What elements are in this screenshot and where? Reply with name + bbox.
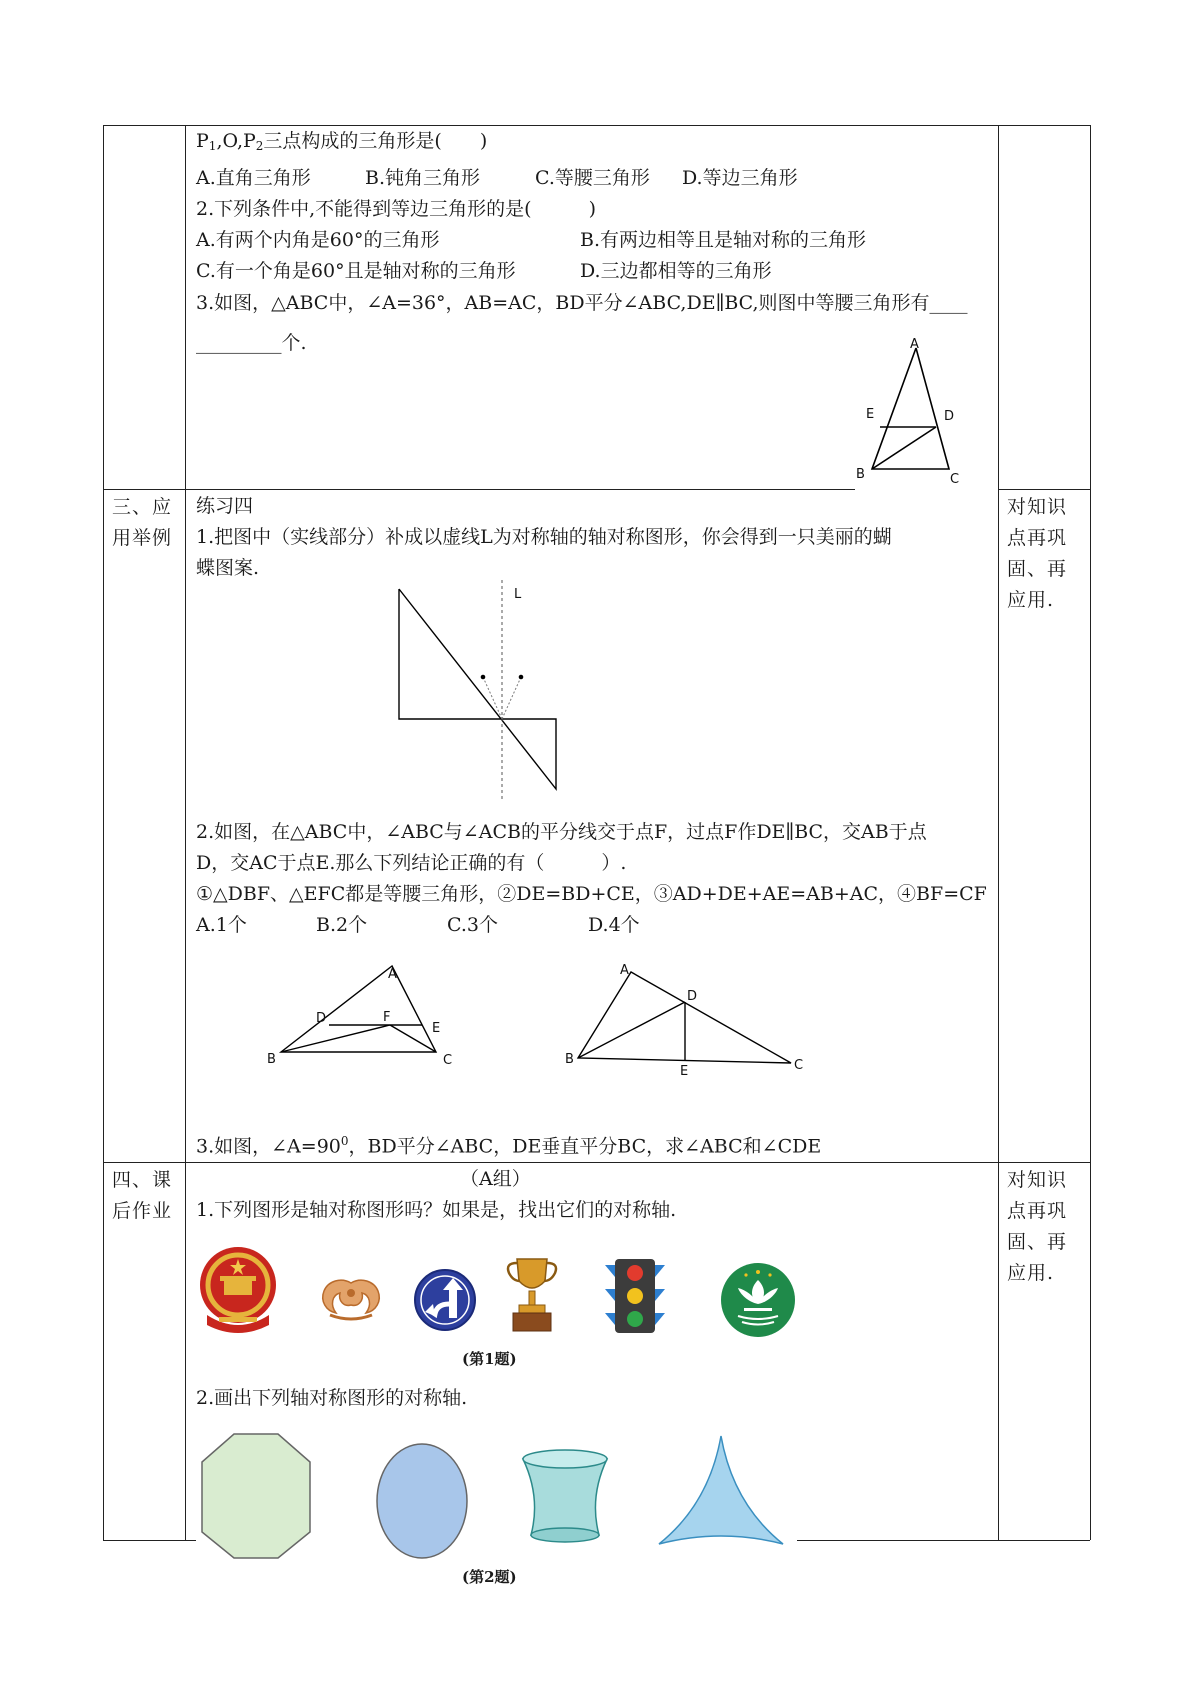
q1-option-a: A.直角三角形 xyxy=(196,167,311,189)
fig2-label-f: F xyxy=(383,1010,391,1025)
fig2-label-c: C xyxy=(443,1053,453,1068)
fig1-label-a: A xyxy=(910,337,919,352)
q2-option-b: B.有两边相等且是轴对称的三角形 xyxy=(580,229,867,251)
macau-emblem-icon xyxy=(720,1262,796,1338)
triangle-figure-1 xyxy=(850,335,970,495)
fig1-bd xyxy=(872,427,936,469)
butterfly-solid-outline xyxy=(399,589,556,789)
question-p-line: $P_1,O,P_2$三点构成的三角形是( ) xyxy=(196,130,488,153)
row1-divider-right xyxy=(998,489,1090,490)
traffic-light-icon xyxy=(603,1257,667,1335)
row1-divider-left xyxy=(103,489,855,490)
q4-option-a: A.1个 xyxy=(196,914,247,936)
section-label-apply: 三、应用举例 xyxy=(112,496,173,549)
group-label: （A组） xyxy=(460,1168,531,1190)
fig3-label-c: C xyxy=(794,1058,804,1073)
butterfly-question-line1: 1.把图中（实线部分）补成以虚线L为对称轴的轴对称图形，你会得到一只美丽的蝴 xyxy=(196,526,892,548)
fig3-label-a: A xyxy=(620,963,629,978)
ornament-pattern-icon xyxy=(316,1275,386,1323)
triangle-figure-2 xyxy=(260,955,460,1068)
q4-option-d: D.4个 xyxy=(588,914,640,936)
bisector-question-line3: ①△DBF、△EFC都是等腰三角形，②DE=BD+CE，③AD+DE+AE=AB+AC，④BF=CF xyxy=(196,883,987,905)
butterfly-question-line2: 蝶图案. xyxy=(196,557,260,579)
row3-bottom-right xyxy=(797,1540,1090,1541)
table-left-border xyxy=(103,125,104,1540)
q2-option-a: A.有两个内角是60°的三角形 xyxy=(196,229,440,251)
national-emblem-icon xyxy=(197,1245,279,1333)
angle-question: 3.如图，$\angle A=90^0$，BD平分∠ABC，DE垂直平分BC，求∠ABC和∠CDE xyxy=(196,1134,822,1158)
caption-question-1: (第1题) xyxy=(462,1350,517,1368)
fig3-bd xyxy=(578,1002,685,1058)
fig1-outline xyxy=(872,348,949,469)
point-right xyxy=(519,675,524,680)
fig1-label-d: D xyxy=(944,409,955,424)
triangle-figure-3 xyxy=(560,955,810,1080)
ellipse-shape xyxy=(375,1442,469,1560)
curved-triangle-shape xyxy=(655,1432,787,1550)
bisector-question-line2: D，交AC于点E.那么下列结论正确的有（ ）. xyxy=(196,852,627,874)
homework-question-2: 2.画出下列轴对称图形的对称轴. xyxy=(196,1387,468,1409)
fig2-label-b: B xyxy=(267,1052,276,1067)
fig3-label-e: E xyxy=(680,1064,689,1079)
q4-option-b: B.2个 xyxy=(316,914,368,936)
q4-option-c: C.3个 xyxy=(447,914,498,936)
caption-question-2: (第2题) xyxy=(462,1568,517,1586)
homework-question-1: 1.下列图形是轴对称图形吗？如果是，找出它们的对称轴. xyxy=(196,1199,677,1221)
note-homework: 对知识点再巩固、再应用. xyxy=(1007,1169,1068,1284)
axis-label-l: L xyxy=(514,587,522,602)
trophy-icon xyxy=(505,1255,559,1335)
bisector-question-line1: 2.如图，在△ABC中，∠ABC与∠ACB的平分线交于点F，过点F作DE∥BC，交AB于点 xyxy=(196,821,927,843)
row3-bottom-left xyxy=(103,1540,196,1541)
q1-option-c: C.等腰三角形 xyxy=(535,167,650,189)
q2-option-c: C.有一个角是60°且是轴对称的三角形 xyxy=(196,260,516,282)
dotted-guide-right xyxy=(502,677,521,719)
octagon-shape xyxy=(200,1432,312,1560)
traffic-sign-icon xyxy=(413,1268,477,1332)
fig3-label-d: D xyxy=(687,989,698,1004)
fig2-label-e: E xyxy=(432,1021,441,1036)
dotted-guide-left xyxy=(483,677,502,719)
question-2: 2.下列条件中,不能得到等边三角形的是( ) xyxy=(196,198,596,220)
cup-shape xyxy=(517,1447,613,1547)
point-left xyxy=(481,675,486,680)
q1-option-d: D.等边三角形 xyxy=(682,167,798,189)
fig1-label-b: B xyxy=(856,467,865,482)
table-top-border xyxy=(103,125,1090,126)
row2-divider xyxy=(103,1162,1090,1163)
column-divider-2 xyxy=(998,125,999,1540)
butterfly-figure xyxy=(390,575,570,800)
fig1-label-c: C xyxy=(950,472,960,487)
fig2-label-d: D xyxy=(316,1011,327,1026)
fig2-label-a: A xyxy=(388,967,397,982)
question-3-line2: _________个. xyxy=(196,332,307,354)
q2-option-d: D.三边都相等的三角形 xyxy=(580,260,772,282)
section-label-homework: 四、课后作业 xyxy=(112,1169,173,1222)
fig1-label-e: E xyxy=(866,407,875,422)
q1-option-b: B.钝角三角形 xyxy=(365,167,481,189)
exercise-title: 练习四 xyxy=(196,495,254,517)
table-right-border xyxy=(1090,125,1091,1540)
note-apply: 对知识点再巩固、再应用. xyxy=(1007,496,1068,611)
column-divider-1 xyxy=(185,125,186,1540)
question-3-line1: 3.如图，△ABC中，∠A=36°，AB=AC，BD平分∠ABC,DE∥BC,则图中等腰三角形有____ xyxy=(196,292,968,314)
fig3-label-b: B xyxy=(565,1052,574,1067)
